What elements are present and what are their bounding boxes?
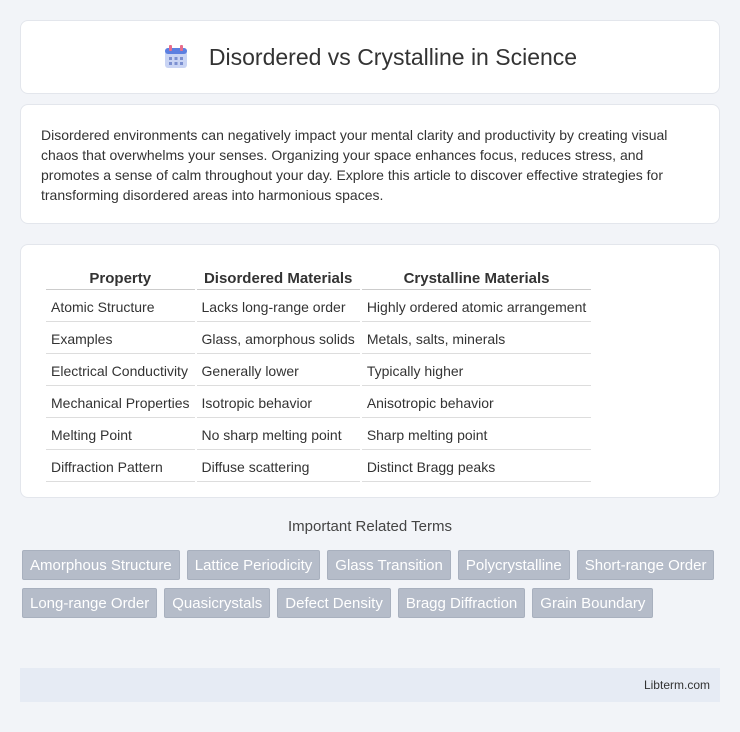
table-cell: Mechanical Properties [46,388,195,418]
table-cell: Anisotropic behavior [362,388,591,418]
term-tag[interactable]: Bragg Diffraction [398,588,525,618]
calendar-icon [163,44,189,70]
header-disordered: Disordered Materials [197,267,360,290]
footer-site-link[interactable]: Libterm.com [643,678,710,692]
table-cell: Metals, salts, minerals [362,324,591,354]
header-crystalline: Crystalline Materials [362,267,591,290]
table-cell: Generally lower [197,356,360,386]
header-property: Property [46,267,195,290]
table-row [46,292,591,322]
term-tag[interactable]: Short-range Order [577,550,715,580]
table-header-row [46,267,591,290]
term-tag[interactable]: Defect Density [277,588,391,618]
table-cell: Melting Point [46,420,195,450]
footer [20,668,720,702]
table-cell: Atomic Structure [46,292,195,322]
table-row [46,388,591,418]
table-cell: Diffuse scattering [197,452,360,482]
table-row [46,356,591,386]
page-title: Disordered vs Crystalline in Science [208,43,578,70]
table-cell: Glass, amorphous solids [197,324,360,354]
table-cell: Examples [46,324,195,354]
term-tag[interactable]: Polycrystalline [458,550,570,580]
table-cell: Sharp melting point [362,420,591,450]
table-cell: Distinct Bragg peaks [362,452,591,482]
table-cell: No sharp melting point [197,420,360,450]
term-tag[interactable]: Glass Transition [327,550,451,580]
related-terms-list [22,550,722,626]
intro-text: Disordered environments can negatively impact your mental clarity and productivity by creating visual chaos that overwhelms your senses. Organizing your space enhances focus, reduces stress, and promotes a sense of calm throughout your day. Explore this article to discover effective strategies for transforming disordered areas into harmonious spaces. [41,127,668,203]
term-tag[interactable]: Long-range Order [22,588,157,618]
table-cell: Electrical Conductivity [46,356,195,386]
table-cell: Isotropic behavior [197,388,360,418]
term-tag[interactable]: Grain Boundary [532,588,653,618]
related-terms-title: Important Related Terms [288,518,452,535]
comparison-card [20,244,720,498]
table-cell: Highly ordered atomic arrangement [362,292,591,322]
term-tag[interactable]: Amorphous Structure [22,550,180,580]
table-row [46,452,591,482]
comparison-table [44,265,593,484]
table-cell: Diffraction Pattern [46,452,195,482]
header-card [20,20,720,94]
term-tag[interactable]: Lattice Periodicity [187,550,321,580]
table-row [46,324,591,354]
table-row [46,420,591,450]
table-cell: Lacks long-range order [197,292,360,322]
table-cell: Typically higher [362,356,591,386]
term-tag[interactable]: Quasicrystals [164,588,270,618]
intro-card [20,104,720,224]
